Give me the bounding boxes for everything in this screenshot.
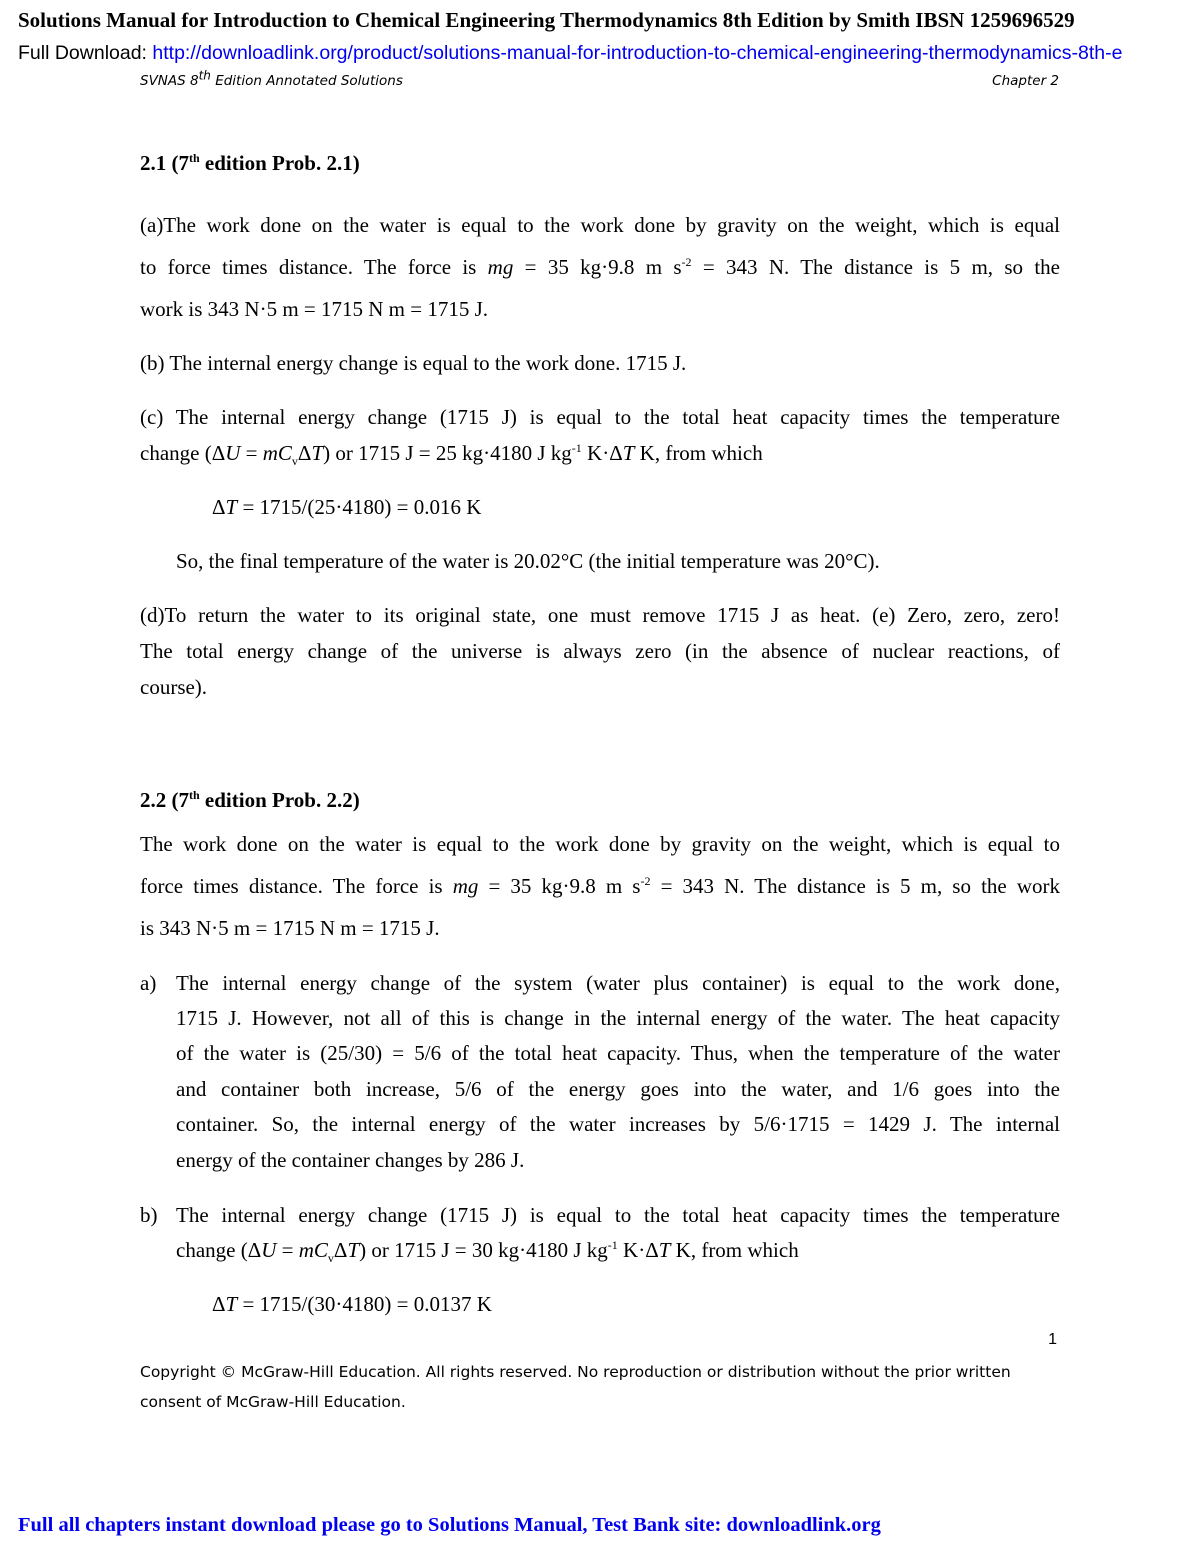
paragraph-line: work is 343 N·5 m = 1715 N m = 1715 J. <box>140 297 489 321</box>
page-number: 1 <box>1048 1331 1057 1348</box>
footer-download-banner[interactable]: Full all chapters instant download please go to Solutions Manual, Test Bank site: downloadlink.org <box>18 1514 881 1536</box>
equation: ΔT = 1715/(25·4180) = 0.016 K <box>212 495 482 519</box>
list-label-a: a) <box>140 971 157 995</box>
list-item-line: of the water is (25/30) = 5/6 of the total heat capacity. Thus, when the temperature of the water <box>176 1041 1060 1065</box>
list-item-line: The internal energy change (1715 J) is equal to the total heat capacity times the temperature <box>176 1203 1060 1227</box>
paragraph-line: is 343 N·5 m = 1715 N m = 1715 J. <box>140 916 440 940</box>
paragraph-line: (c) The internal energy change (1715 J) is equal to the total heat capacity times the temperature <box>140 405 1060 429</box>
download-prefix: Full Download: <box>18 42 153 64</box>
list-label-b: b) <box>140 1203 158 1227</box>
section-heading-2-1: 2.1 (7th edition Prob. 2.1) <box>140 151 360 175</box>
download-line <box>18 42 1200 65</box>
banner-title: Solutions Manual for Introduction to Chemical Engineering Thermodynamics 8th Edition by Smith IBSN 1259696529 <box>18 8 1075 32</box>
paragraph-line: (b) The internal energy change is equal to the work done. 1715 J. <box>140 351 687 375</box>
section-heading-2-2: 2.2 (7th edition Prob. 2.2) <box>140 788 360 812</box>
list-item-line: energy of the container changes by 286 J. <box>176 1148 525 1172</box>
download-link[interactable]: http://downloadlink.org/product/solutions-manual-for-introduction-to-chemical-engineering-thermodynamics-8th-e <box>152 42 1123 64</box>
paragraph-line: The work done on the water is equal to the work done by gravity on the weight, which is equal to <box>140 832 1060 856</box>
paragraph-line: change $(\Delta U = mC_v\Delta T)$ or 1715 J = 25 kg·4180 J $kg^{-1}$ K·ΔT K, from which <box>140 441 763 469</box>
paragraph-line: force times distance. The force is mg = 35 kg·9.8 m $s^{-2} = 343$ N. The distance is 5 m, so the work <box>140 874 1060 898</box>
paragraph-line: So, the final temperature of the water is 20.02°C (the initial temperature was 20°C). <box>176 549 880 573</box>
paragraph-line: (a)The work done on the water is equal to the work done by gravity on the weight, which is equal <box>140 213 1060 237</box>
list-item-line: container. So, the internal energy of the water increases by 5/6·1715 = 1429 J. The internal <box>176 1112 1060 1136</box>
running-header-right: Chapter 2 <box>992 73 1059 89</box>
list-item-line: change $(\Delta U = mC_v\Delta T)$ or 1715 J = 30 kg·4180 J $kg^{-1}$ K·ΔT K, from which <box>176 1238 799 1266</box>
paragraph-line: course). <box>140 675 208 699</box>
copyright-notice: Copyright © McGraw-Hill Education. All rights reserved. No reproduction or distribution without the prior written consent of McGraw-Hill Education. <box>140 1363 1011 1411</box>
running-header-left: SVNAS 8th Edition Annotated Solutions <box>140 68 403 89</box>
list-item-line: 1715 J. However, not all of this is change in the internal energy of the water. The heat capacity <box>176 1006 1060 1030</box>
paragraph-line: to force times distance. The force is mg = 35 kg·9.8 m $s^{-2} = 343$ N. The distance is 5 m, so the <box>140 255 1061 279</box>
paragraph-line: (d)To return the water to its original state, one must remove 1715 J as heat. (e) Zero, zero, zero! <box>140 603 1060 627</box>
list-item-line: and container both increase, 5/6 of the energy goes into the water, and 1/6 goes into the <box>176 1077 1060 1101</box>
paragraph-line: The total energy change of the universe is always zero (in the absence of nuclear reactions, of <box>140 639 1060 663</box>
list-item-line: The internal energy change of the system (water plus container) is equal to the work done, <box>176 971 1060 995</box>
equation: ΔT = 1715/(30·4180) = 0.0137 K <box>212 1292 492 1316</box>
